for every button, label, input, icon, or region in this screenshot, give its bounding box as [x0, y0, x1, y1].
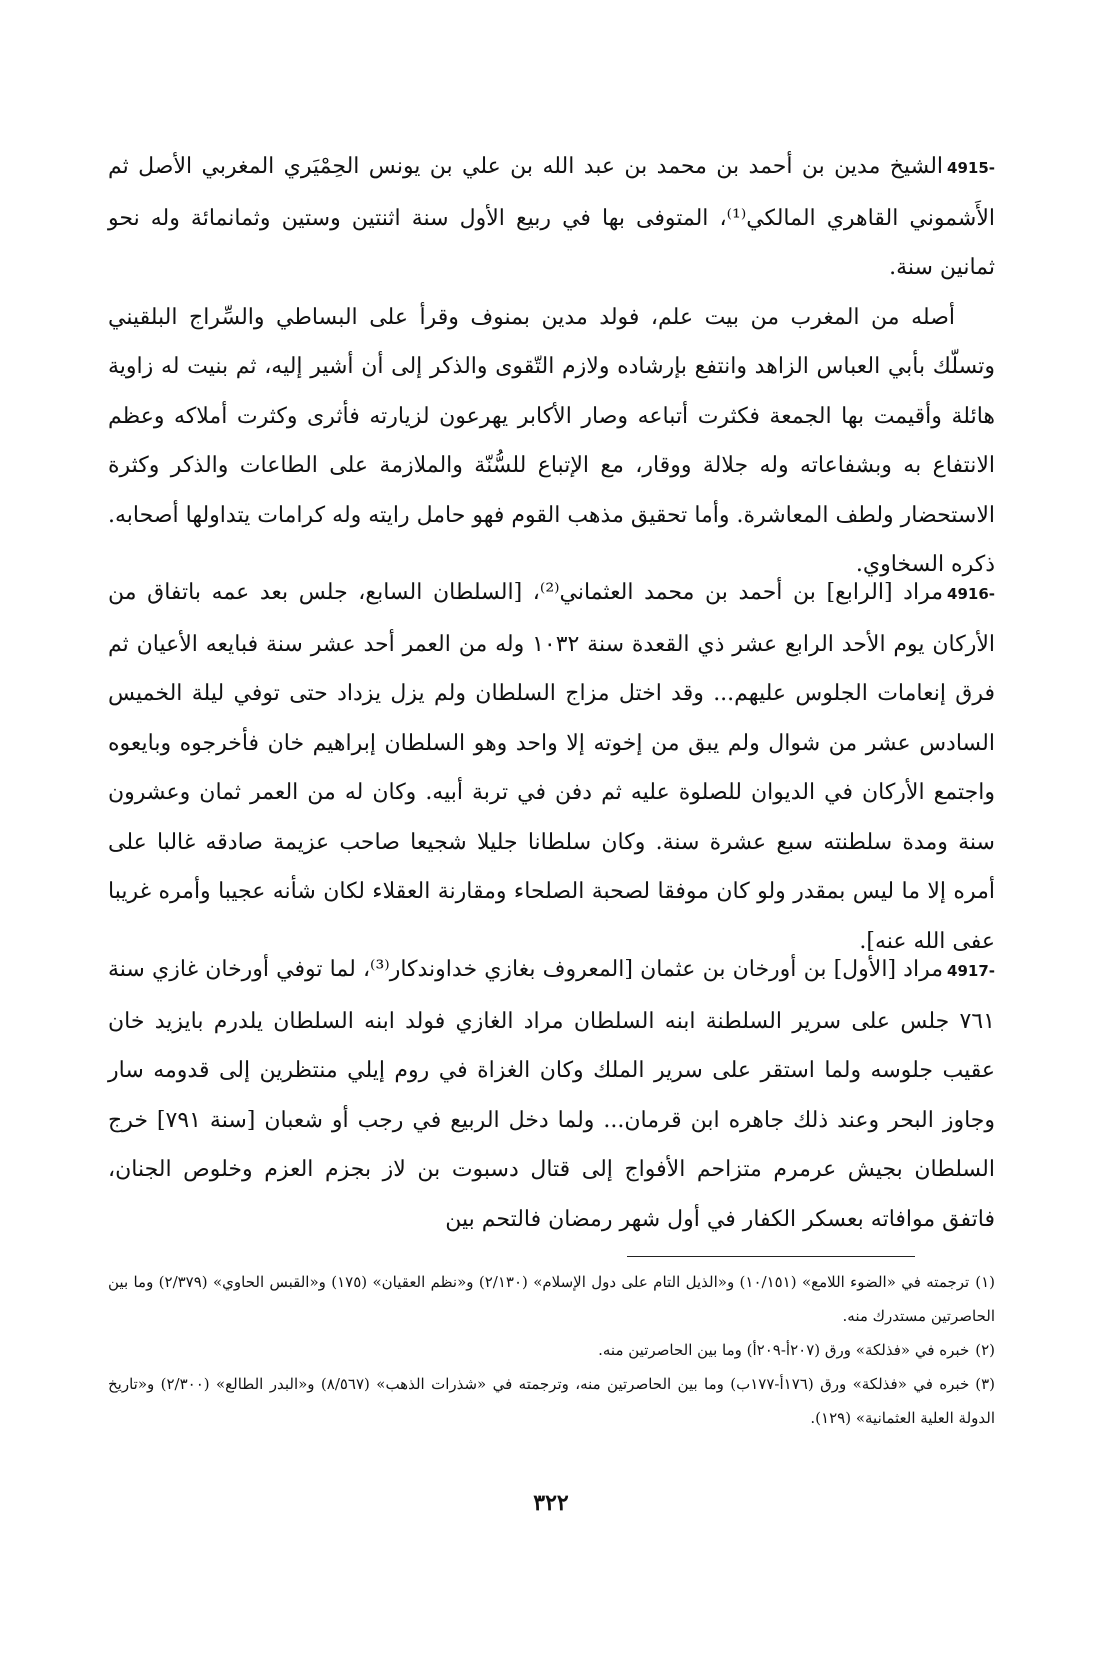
footnote-separator: [627, 1256, 915, 1257]
footnote-marker: (١): [975, 1273, 995, 1291]
entry-number: 4915-: [947, 159, 995, 177]
entry-number: 4917-: [947, 962, 995, 980]
entry-text: مراد [الأول] بن أورخان بن عثمان [المعروف بغازي خداوندكار⁽³⁾، لما توفي أورخان غازي سنة ٧٦١ جلس على سرير السلطنة ابنه السلطان مراد الغازي فولد ابنه السلطان يلدرم بايزيد خان عقيب جلوسه ولما استقر على سرير الملك وكان الغزاة في روم إيلي منتظرين إلى قدومه سار وجاوز البحر وعند ذلك جاهره ابن قرمان... ولما دخل الربيع في رجب أو شعبان [سنة ٧٩١] خرج السلطان بجيش عرمرم متزاحم الأفواج إلى قتال دسبوت بن لاز بجزم العزم وخلوص الجنان، فاتفق موافاته بعسكر الكفار في أول شهر رمضان فالتحم بين: [108, 957, 995, 1232]
entry-4916: [108, 568, 995, 966]
footnote-3: [108, 1367, 995, 1435]
entry-4915: [108, 142, 995, 590]
entry-number: 4916-: [947, 585, 996, 603]
entry-4917: [108, 945, 995, 1244]
entry-paragraph: أصله من المغرب من بيت علم، فولد مدين بمنوف وقرأ على البساطي والسِّراج البلقيني وتسلّك بأبي العباس الزاهد وانتفع بإرشاده ولازم التّقوى والذكر إلى أن أشير إليه، ثم بنيت له زاوية هائلة وأقيمت بها الجمعة فكثرت أتباعه وصار الأكابر يهرعون لزيارته فأثرى وكثرت أملاكه وعظم الانتفاع به وبشفاعاته وله جلالة ووقار، مع الإتباع للسُّنّة والملازمة على الطاعات والذكر وكثرة الاستحضار ولطف المعاشرة. وأما تحقيق مذهب القوم فهو حامل رايته وله كرامات يتداولها أصحابه. ذكره السخاوي.: [108, 304, 995, 577]
entry-text: الشيخ مدين بن أحمد بن محمد بن عبد الله بن علي بن يونس الحِمْيَري المغربي الأصل ثم الأَشموني القاهري المالكي⁽¹⁾، المتوفى بها في ربيع الأول سنة اثنتين وستين وثمانمائة وله نحو ثمانين سنة.: [108, 154, 995, 280]
footnote-marker: (٣): [975, 1375, 996, 1393]
footnotes: [108, 1265, 995, 1435]
footnote-text: ترجمته في «الضوء اللامع» (١٠/١٥١) و«الذيل التام على دول الإسلام» (٢/١٣٠) و«نظم العقيان» (١٧٥) و«القبس الحاوي» (٢/٣٧٩) وما بين الحاصرتين مستدرك منه.: [108, 1273, 995, 1325]
footnote-text: خبره في «فذلكة» ورق (١٧٦أ-١٧٧ب) وما بين الحاصرتين منه، وترجمته في «شذرات الذهب» (٨/٥٦٧) و«البدر الطالع» (٢/٣٠٠) و«تاريخ الدولة العلية العثمانية» (١٢٩).: [108, 1375, 995, 1427]
footnote-marker: (٢): [975, 1341, 995, 1359]
footnote-2: [108, 1333, 995, 1367]
page-number: ٣٢٢: [533, 1490, 569, 1516]
entry-text: مراد [الرابع] بن أحمد بن محمد العثماني⁽²⁾، [السلطان السابع، جلس بعد عمه باتفاق من الأركان يوم الأحد الرابع عشر ذي القعدة سنة ١٠٣٢ وله من العمر أحد عشر سنة فبايعه الأعيان ثم فرق إنعامات الجلوس عليهم... وقد اختل مزاج السلطان ولم يزل يزداد حتى توفي ليلة الخميس السادس عشر من شوال ولم يبق من إخوته إلا واحد وهو السلطان إبراهيم خان فأخرجوه وبايعوه واجتمع الأركان في الديوان للصلوة عليه ثم دفن في تربة أبيه. وكان له من العمر ثمان وعشرون سنة ومدة سلطنته سبع عشرة سنة. وكان سلطانا جليلا شجيعا صاحب عزيمة صادقه غالبا على أمره إلا ما ليس بمقدر ولو كان موفقا لصحبة الصلحاء ومقارنة العقلاء لكان شأنه عجيبا وأمره غريبا عفى الله عنه].: [108, 580, 995, 954]
footnote-1: [108, 1265, 995, 1333]
footnote-text: خبره في «فذلكة» ورق (٢٠٧أ-٢٠٩أ) وما بين الحاصرتين منه.: [598, 1341, 970, 1359]
